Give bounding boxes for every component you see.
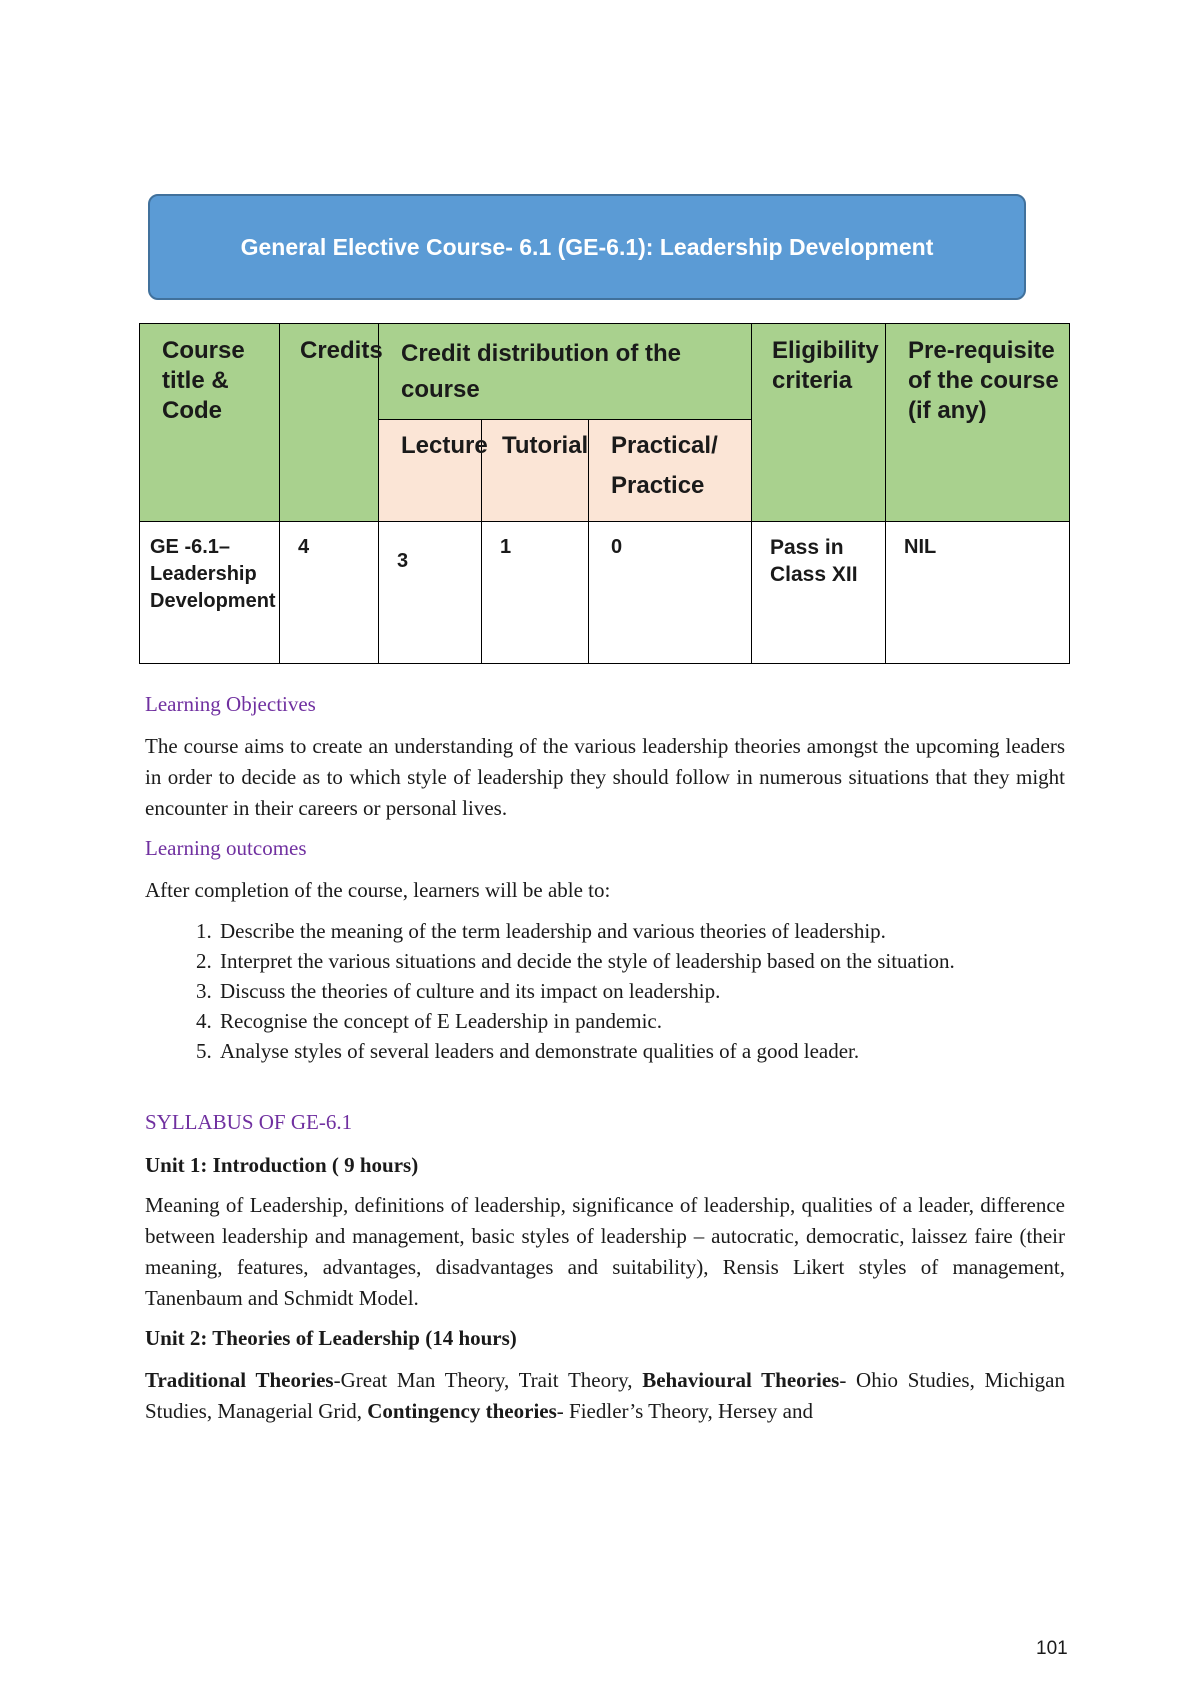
contingency-theories-text: - Fiedler’s Theory, Hersey and [556,1399,813,1423]
behavioural-theories-text: - Ohio Studies, Michigan Studies, Managerial Grid, [145,1368,1065,1423]
list-item: 4. Recognise the concept of E Leadership in pandemic. [217,1006,1065,1036]
list-item: 5. Analyse styles of several leaders and demonstrate qualities of a good leader. [217,1036,1065,1066]
header-course-title: Course title & Code [140,324,280,522]
unit-1-title: Unit 1: Introduction ( 9 hours) [145,1153,419,1177]
contingency-theories-label: Contingency theories [367,1399,557,1423]
unit-2-text [145,1365,1065,1427]
traditional-theories-label: Traditional Theories [145,1368,334,1392]
banner-title: General Elective Course- 6.1 (GE-6.1): Leadership Development [240,233,934,260]
learning-objectives-heading: Learning Objectives [145,692,316,716]
header-eligibility: Eligibility criteria [752,324,886,522]
course-title-banner [148,194,1026,300]
header-tutorial: Tutorial [482,420,589,522]
header-credits: Credits [280,324,379,522]
cell-credits: 4 [280,522,379,664]
cell-lecture: 3 [379,522,482,664]
header-prerequisite: Pre-requisite of the course (if any) [886,324,1070,522]
cell-tutorial: 1 [482,522,589,664]
header-credit-distribution: Credit distribution of the course [379,324,752,420]
cell-prerequisite: NIL [886,522,1070,664]
behavioural-theories-label: Behavioural Theories [642,1368,840,1392]
course-details-table [139,323,1070,664]
header-lecture: Lecture [379,420,482,522]
list-item: 1. Describe the meaning of the term leadership and various theories of leadership. [217,916,1065,946]
learning-outcomes-intro: After completion of the course, learners will be able to: [145,878,611,902]
page-number: 101 [1036,1638,1068,1659]
cell-eligibility: Pass in Class XII [752,522,886,664]
header-practical: Practical/ Practice [589,420,752,522]
list-item: 2. Interpret the various situations and decide the style of leadership based on the situation. [217,946,1065,976]
traditional-theories-text: -Great Man Theory, Trait Theory, [333,1368,643,1392]
learning-outcomes-heading: Learning outcomes [145,836,307,860]
cell-course: GE -6.1– Leadership Development [140,522,280,664]
unit-1-text: Meaning of Leadership, definitions of leadership, significance of leadership, qualities of a leader, difference between leadership and management, basic styles of leadership – autocratic, democratic, laissez faire (their meaning, features, advantages, disadvantages and suitability), Rensis Likert styles of management, Tanenbaum and Schmidt Model. [145,1193,1065,1310]
cell-practical: 0 [589,522,752,664]
page-body [145,688,1065,1427]
list-item: 3. Discuss the theories of culture and its impact on leadership. [217,976,1065,1006]
syllabus-heading: SYLLABUS OF GE-6.1 [145,1110,353,1134]
learning-outcomes-list [145,916,1065,1066]
unit-2-title: Unit 2: Theories of Leadership (14 hours) [145,1326,517,1350]
learning-objectives-text: The course aims to create an understanding of the various leadership theories amongst the upcoming leaders in order to decide as to which style of leadership they should follow in numerous situations that they might encounter in their careers or personal lives. [145,734,1065,820]
